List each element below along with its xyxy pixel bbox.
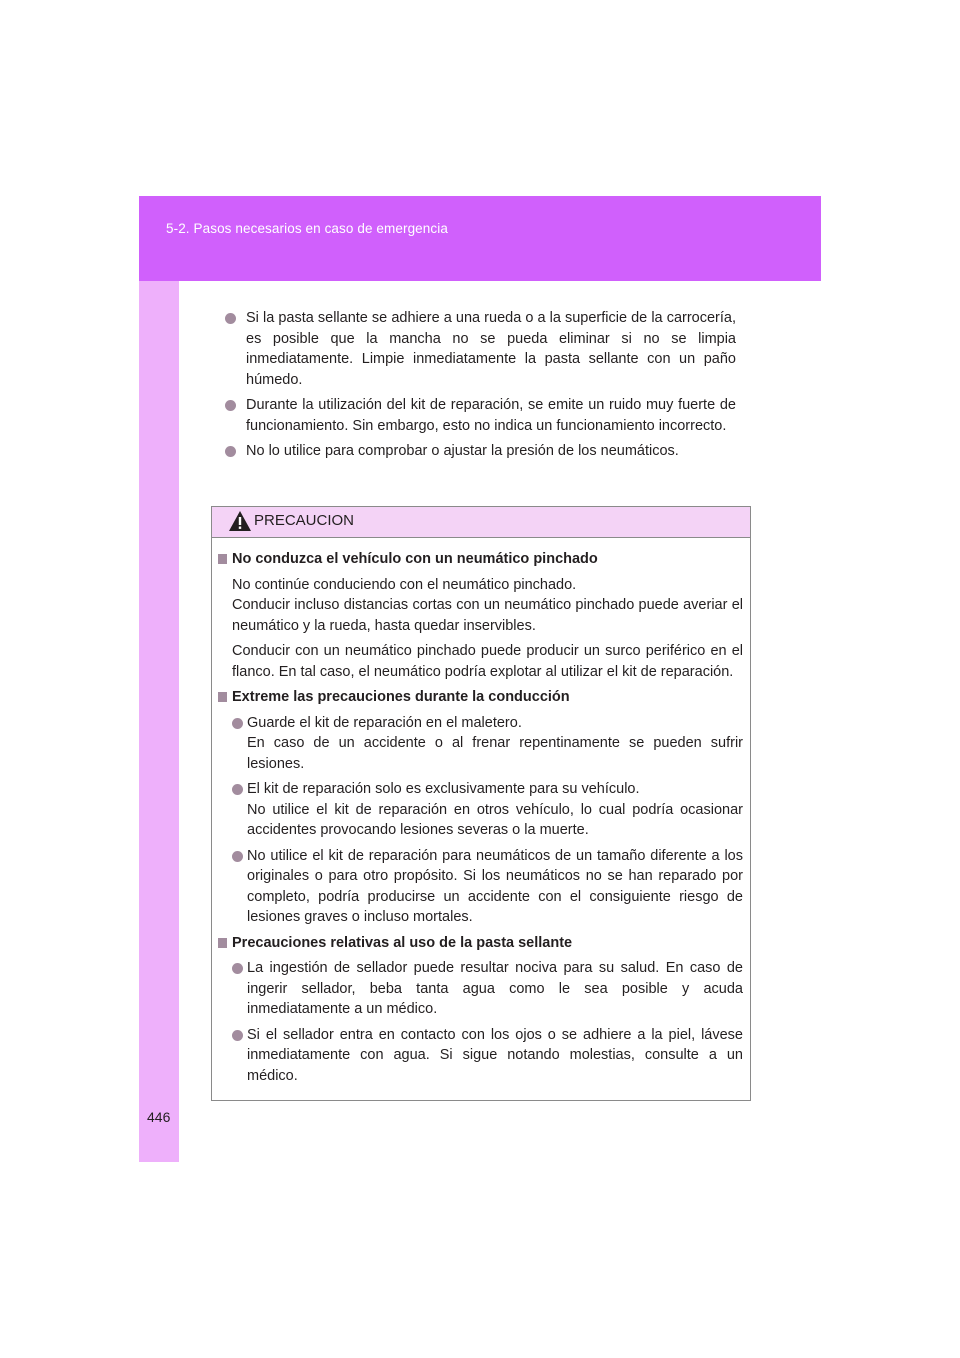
intro-list bbox=[224, 308, 736, 467]
bullet-icon bbox=[232, 851, 243, 862]
list-item bbox=[217, 1025, 743, 1087]
list-item bbox=[224, 441, 736, 462]
section-heading bbox=[217, 549, 743, 570]
paragraph-line: No continúe conduciendo con el neumático pinchado. bbox=[232, 576, 577, 593]
list-item-line: No utilice el kit de reparación en otros vehículo, lo cual podría ocasionar accidentes provocando lesiones severas o la muerte. bbox=[247, 801, 743, 838]
list-item-line: La ingestión de sellador puede resultar nociva para su salud. En caso de ingerir sellador, beba tanta agua como le sea posible y acuda inmediatamente a un médico. bbox=[247, 960, 743, 1017]
bullet-icon bbox=[232, 784, 243, 795]
bullet-icon bbox=[232, 963, 243, 974]
caution-title: PRECAUCION bbox=[254, 512, 355, 529]
section-heading bbox=[217, 933, 743, 954]
chapter-header-band bbox=[139, 196, 821, 281]
caution-body bbox=[212, 538, 750, 1086]
list-item bbox=[217, 779, 743, 841]
list-item-line: Si el sellador entra en contacto con los ojos o se adhiere a la piel, lávese inmediatamente con agua. Si sigue notando molestias, consulte a un médico. bbox=[247, 1026, 743, 1084]
bullet-icon bbox=[225, 400, 236, 411]
list-item-line: El kit de reparación solo es exclusivamente para su vehículo. bbox=[247, 781, 640, 797]
section-heading-text: Precauciones relativas al uso de la pasta sellante bbox=[232, 934, 573, 951]
list-item-line: No utilice el kit de reparación para neumáticos de un tamaño diferente a los originales o para otro propósito. Si los neumáticos no se han reparado por completo, podría producirse un accidente con el consiguiente riesgo de lesiones graves o incluso mortales. bbox=[247, 847, 743, 925]
paragraph bbox=[217, 575, 743, 637]
list-item bbox=[217, 958, 743, 1020]
warning-triangle-icon bbox=[228, 510, 252, 532]
page-number: 446 bbox=[147, 1109, 171, 1125]
list-item-text: No lo utilice para comprobar o ajustar la presión de los neumáticos. bbox=[246, 443, 679, 459]
paragraph bbox=[217, 641, 743, 682]
bullet-icon bbox=[225, 313, 236, 324]
bullet-icon bbox=[232, 718, 243, 729]
square-bullet-icon bbox=[218, 938, 227, 948]
bullet-icon bbox=[225, 446, 236, 457]
section-heading-text: Extreme las precauciones durante la conducción bbox=[232, 689, 570, 705]
list-item bbox=[217, 713, 743, 775]
section-heading-text: No conduzca el vehículo con un neumático pinchado bbox=[232, 551, 598, 567]
section-heading bbox=[217, 687, 743, 708]
square-bullet-icon bbox=[218, 692, 227, 702]
bullet-icon bbox=[232, 1030, 243, 1041]
list-item-line: Guarde el kit de reparación en el maletero. bbox=[247, 714, 522, 731]
side-strip bbox=[139, 281, 179, 1162]
section-title: 5-2. Pasos necesarios en caso de emergencia bbox=[166, 221, 448, 236]
paragraph-line: Conducir incluso distancias cortas con un neumático pinchado puede averiar el neumático y la rueda, hasta quedar inservibles. bbox=[232, 597, 743, 634]
paragraph-line: Conducir con un neumático pinchado puede producir un surco periférico en el flanco. En tal caso, el neumático podría explotar al utilizar el kit de reparación. bbox=[232, 643, 743, 680]
list-item bbox=[217, 846, 743, 928]
caution-header bbox=[212, 507, 750, 538]
square-bullet-icon bbox=[218, 554, 227, 564]
caution-box bbox=[211, 506, 751, 1101]
list-item-text: Si la pasta sellante se adhiere a una rueda o a la superficie de la carrocería, es posible que la mancha no se pueda eliminar si no se limpia inmediatamente. Limpie inmediatamente la pasta sellante con un paño húmedo. bbox=[246, 310, 736, 388]
list-item-text: Durante la utilización del kit de reparación, se emite un ruido muy fuerte de funcionamiento. Sin embargo, esto no indica un funcionamiento incorrecto. bbox=[246, 397, 736, 434]
list-item bbox=[224, 395, 736, 436]
list-item-line: En caso de un accidente o al frenar repentinamente se pueden sufrir lesiones. bbox=[247, 735, 743, 772]
list-item bbox=[224, 308, 736, 390]
